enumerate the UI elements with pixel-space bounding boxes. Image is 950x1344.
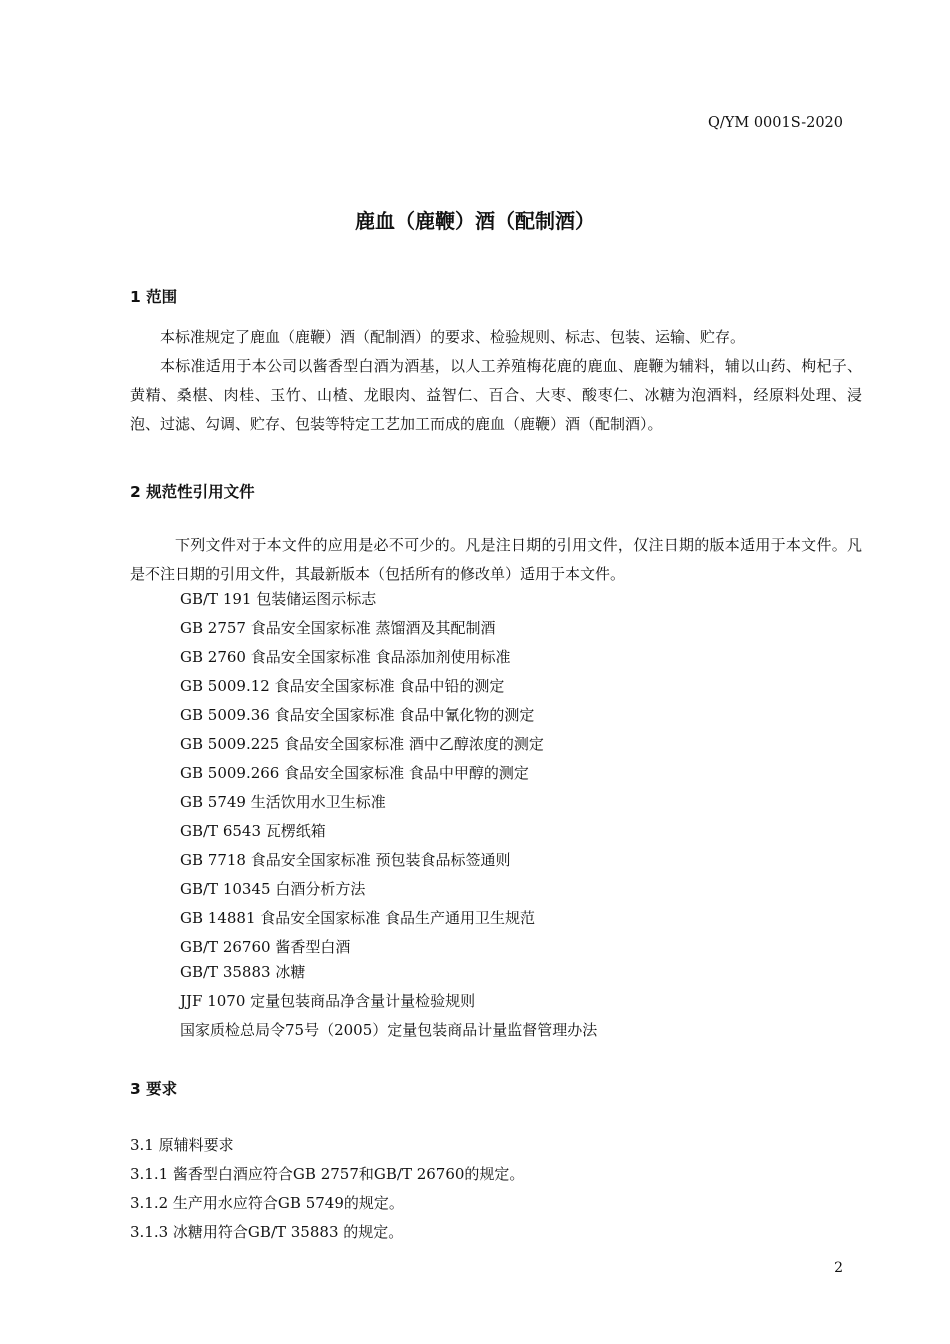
reference-item: GB 5009.12 食品安全国家标准 食品中铅的测定 <box>180 677 505 695</box>
section-2-intro <box>130 531 862 589</box>
reference-item: GB 2757 食品安全国家标准 蒸馏酒及其配制酒 <box>180 619 496 637</box>
reference-item: GB/T 6543 瓦楞纸箱 <box>180 822 326 840</box>
reference-item: JJF 1070 定量包装商品净含量计量检验规则 <box>180 992 476 1010</box>
section-3-heading: 3 要求 <box>130 1080 178 1098</box>
section-1-body <box>130 323 862 439</box>
section-2-heading: 2 规范性引用文件 <box>130 483 255 501</box>
section-2-intro-text: 下列文件对于本文件的应用是必不可少的。凡是注日期的引用文件，仅注日期的版本适用于本文件。凡是不注日期的引用文件，其最新版本（包括所有的修改单）适用于本文件。 <box>130 536 862 583</box>
requirement-item: 3.1.3 冰糖用符合GB/T 35883 的规定。 <box>130 1223 404 1241</box>
document-title: 鹿血（鹿鞭）酒（配制酒） <box>355 209 595 233</box>
reference-item: GB 5009.225 食品安全国家标准 酒中乙醇浓度的测定 <box>180 735 544 753</box>
reference-item: GB/T 10345 白酒分析方法 <box>180 880 366 898</box>
section-1-paragraph: 本标准规定了鹿血（鹿鞭）酒（配制酒）的要求、检验规则、标志、包装、运输、贮存。 <box>160 328 746 346</box>
reference-item: 国家质检总局令75号（2005）定量包装商品计量监督管理办法 <box>180 1021 598 1039</box>
reference-item: GB 7718 食品安全国家标准 预包装食品标签通则 <box>180 851 511 869</box>
section-1-paragraph: 本标准适用于本公司以酱香型白酒为酒基，以人工养殖梅花鹿的鹿血、鹿鞭为辅料，辅以山药、枸杞子、黄精、桑椹、肉桂、玉竹、山楂、龙眼肉、益智仁、百合、大枣、酸枣仁、冰糖为泡酒料，经原料处理、浸泡、过滤、勾调、贮存、包装等特定工艺加工而成的鹿血（鹿鞭）酒（配制酒）。 <box>130 357 862 433</box>
reference-item: GB/T 26760 酱香型白酒 <box>180 938 351 956</box>
reference-item: GB 2760 食品安全国家标准 食品添加剂使用标准 <box>180 648 511 666</box>
reference-item: GB 5009.36 食品安全国家标准 食品中氰化物的测定 <box>180 706 535 724</box>
standard-code: Q/YM 0001S-2020 <box>708 115 843 131</box>
reference-item: GB 5749 生活饮用水卫生标准 <box>180 793 386 811</box>
reference-item: GB/T 191 包装储运图示标志 <box>180 590 377 608</box>
reference-item: GB 14881 食品安全国家标准 食品生产通用卫生规范 <box>180 909 536 927</box>
reference-item: GB 5009.266 食品安全国家标准 食品中甲醇的测定 <box>180 764 529 782</box>
requirement-item: 3.1.2 生产用水应符合GB 5749的规定。 <box>130 1194 404 1212</box>
reference-item: GB/T 35883 冰糖 <box>180 963 306 981</box>
page-number: 2 <box>834 1260 843 1276</box>
section-1-heading: 1 范围 <box>130 288 178 306</box>
requirement-item: 3.1 原辅料要求 <box>130 1136 234 1154</box>
requirement-item: 3.1.1 酱香型白酒应符合GB 2757和GB/T 26760的规定。 <box>130 1165 525 1183</box>
